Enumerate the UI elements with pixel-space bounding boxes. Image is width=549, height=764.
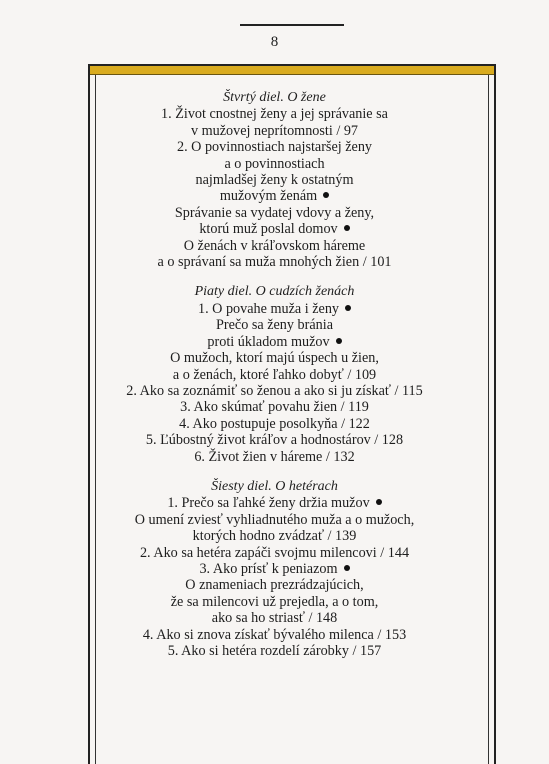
toc-line: ktorých hodno zvádzať / 139 (192, 528, 357, 545)
bullet-dot-icon (336, 338, 342, 344)
toc-line: O znameniach prezrádzajúcich, (185, 577, 364, 594)
bullet-dot-icon (323, 192, 329, 198)
toc-line: a o správaní sa muža mnohých žien / 101 (157, 254, 392, 271)
section-title: Šiesty diel. O hetérach (211, 478, 338, 494)
toc-line: v mužovej neprítomnosti / 97 (190, 122, 359, 139)
toc-line: Prečo sa ženy bránia (216, 317, 333, 334)
toc-line: 5. Ľúbostný život kráľov a hodnostárov / 128 (145, 432, 404, 449)
bullet-dot-icon (344, 565, 350, 571)
toc-line: 2. Ako sa zoznámiť so ženou a ako si ju získať / 115 (126, 382, 423, 399)
toc-line: 3. Ako prísť k peniazom (0, 561, 549, 577)
toc-section-6 (0, 479, 549, 659)
toc-line: 4. Ako si znova získať bývalého milenca / 153 (142, 626, 407, 643)
section-title: Piaty diel. O cudzích ženách (194, 284, 355, 300)
toc-line: 1. O povahe muža i ženy (0, 301, 549, 317)
toc-line: najmladšej ženy k ostatným (195, 172, 354, 189)
toc-line: ako sa ho striasť / 148 (211, 610, 338, 627)
page-number: 8 (270, 34, 279, 50)
toc-line: 3. Ako skúmať povahu žien / 119 (180, 399, 369, 416)
toc-line: 5. Ako si hetéra rozdelí zárobky / 157 (167, 643, 382, 659)
toc-section-5 (0, 284, 549, 464)
toc-line: 1. Prečo sa ľahké ženy držia mužov (0, 495, 549, 511)
table-of-contents (0, 90, 549, 659)
toc-line: O ženách v kráľovskom háreme (183, 237, 366, 254)
toc-line: 6. Život žien v háreme / 132 (194, 448, 355, 465)
toc-line: a o ženách, ktoré ľahko dobyť / 109 (172, 366, 377, 383)
toc-line: 2. Ako sa hetéra zapáči svojmu milencovi / 144 (139, 544, 410, 561)
toc-line: 2. O povinnostiach najstaršej ženy (176, 139, 373, 156)
toc-line: 4. Ako postupuje posolkyňa / 122 (179, 415, 370, 432)
section-title: Štvrtý diel. O žene (223, 90, 326, 105)
toc-line: proti úkladom mužov (0, 334, 549, 350)
toc-section-4 (0, 90, 549, 270)
toc-line: O umení zviesť vyhliadnutého muža a o mužoch, (134, 511, 415, 528)
gold-band (90, 66, 494, 75)
bullet-dot-icon (345, 305, 351, 311)
toc-line: mužovým ženám (0, 188, 549, 204)
bullet-dot-icon (344, 225, 350, 231)
toc-line: O mužoch, ktorí majú úspech u žien, (170, 350, 379, 367)
top-rule (240, 24, 344, 26)
toc-line: a o povinnostiach (224, 155, 325, 172)
toc-line: ktorú muž poslal domov (0, 221, 549, 237)
toc-line: že sa milencovi už prejedla, a o tom, (170, 593, 379, 610)
toc-line: 1. Život cnostnej ženy a jej správanie sa (161, 106, 388, 123)
bullet-dot-icon (376, 499, 382, 505)
toc-line: Správanie sa vydatej vdovy a ženy, (174, 204, 375, 221)
